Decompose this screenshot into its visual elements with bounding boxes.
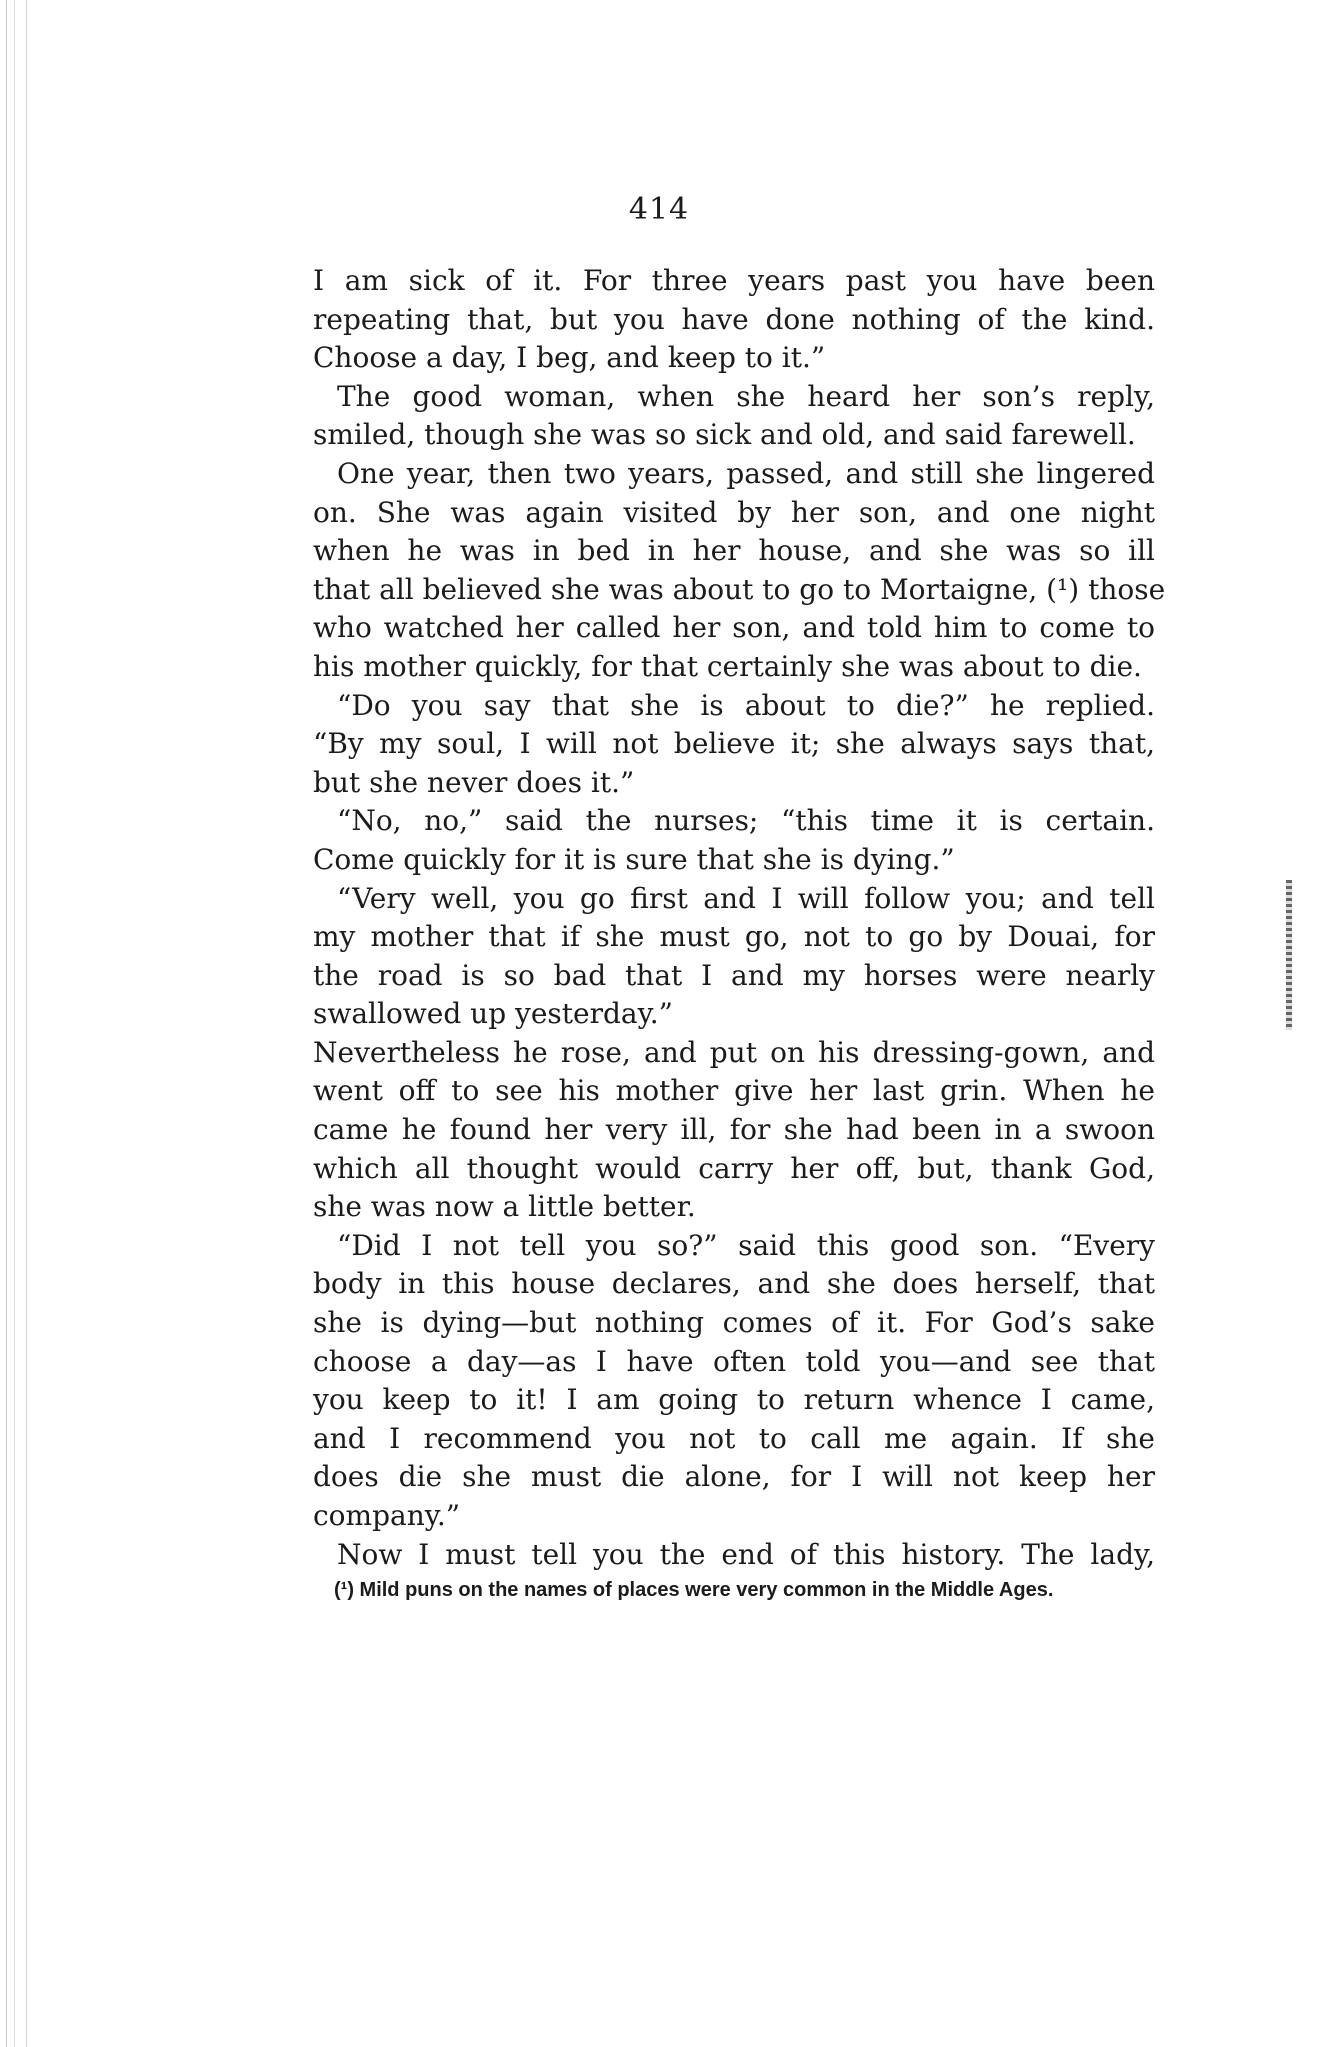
text-line: she was now a little better.: [313, 1190, 696, 1224]
text-line: came he found her very ill, for she had been in a swoon: [313, 1113, 1155, 1147]
text-line: The good woman, when she heard her son’s reply,: [337, 379, 1155, 413]
text-line: Come quickly for it is sure that she is dying.”: [313, 842, 955, 876]
text-line: One year, then two years, passed, and still she lingered: [337, 456, 1155, 490]
text-line: “Very well, you go first and I will follow you; and tell: [337, 881, 1155, 915]
text-line: who watched her called her son, and told him to come to: [313, 611, 1155, 645]
binding-edge-line: [6, 0, 7, 2047]
text-line: “No, no,” said the nurses; “this time it is certain.: [337, 804, 1155, 838]
text-line: “By my soul, I will not believe it; she always says that,: [313, 727, 1155, 761]
text-line: does die she must die alone, for I will not keep her: [313, 1460, 1155, 1494]
text-line: swallowed up yesterday.”: [313, 997, 673, 1031]
text-line: she is dying—but nothing comes of it. For God’s sake: [313, 1306, 1155, 1340]
text-line: company.”: [313, 1499, 461, 1532]
text-line: “Do you say that she is about to die?” he replied.: [337, 688, 1155, 722]
text-line: body in this house declares, and she does herself, that: [313, 1267, 1155, 1301]
text-line: on. She was again visited by her son, and one night: [313, 495, 1155, 529]
body-text: [313, 262, 1166, 1574]
scan-margin-mark: [1286, 880, 1292, 1030]
text-line: smiled, though she was so sick and old, and said farewell.: [313, 418, 1136, 452]
text-line: when he was in bed in her house, and she was so ill: [313, 534, 1155, 568]
text-line: choose a day—as I have often told you—and see that: [313, 1344, 1155, 1378]
text-line: his mother quickly, for that certainly she was about to die.: [313, 649, 1142, 683]
text-line: went off to see his mother give her last grin. When he: [313, 1074, 1155, 1108]
text-line: which all thought would carry her off, but, thank God,: [313, 1151, 1155, 1185]
binding-edge-line: [26, 0, 27, 2047]
text-line: Choose a day, I beg, and keep to it.”: [313, 341, 826, 375]
text-line: Nevertheless he rose, and put on his dressing-gown, and: [313, 1035, 1155, 1069]
text-line: my mother that if she must go, not to go by Douai, for: [313, 920, 1155, 954]
text-line: “Did I not tell you so?” said this good son. “Every: [337, 1228, 1155, 1262]
text-line: I am sick of it. For three years past you have been: [313, 264, 1155, 297]
text-line: that all believed she was about to go to Mortaigne, (¹) those: [313, 572, 1166, 606]
text-line: and I recommend you not to call me again. If she: [313, 1421, 1155, 1455]
text-line: repeating that, but you have done nothing of the kind.: [313, 302, 1155, 336]
text-line: but she never does it.”: [313, 765, 635, 799]
page-number: 414: [628, 192, 690, 227]
binding-edge-line: [14, 0, 15, 2047]
text-line: Now I must tell you the end of this history. The lady,: [337, 1537, 1155, 1571]
footnote: (¹) Mild puns on the names of places were very common in the Middle Ages.: [334, 1579, 1054, 1601]
text-line: you keep to it! I am going to return whence I came,: [313, 1383, 1155, 1417]
text-line: the road is so bad that I and my horses were nearly: [313, 958, 1155, 992]
